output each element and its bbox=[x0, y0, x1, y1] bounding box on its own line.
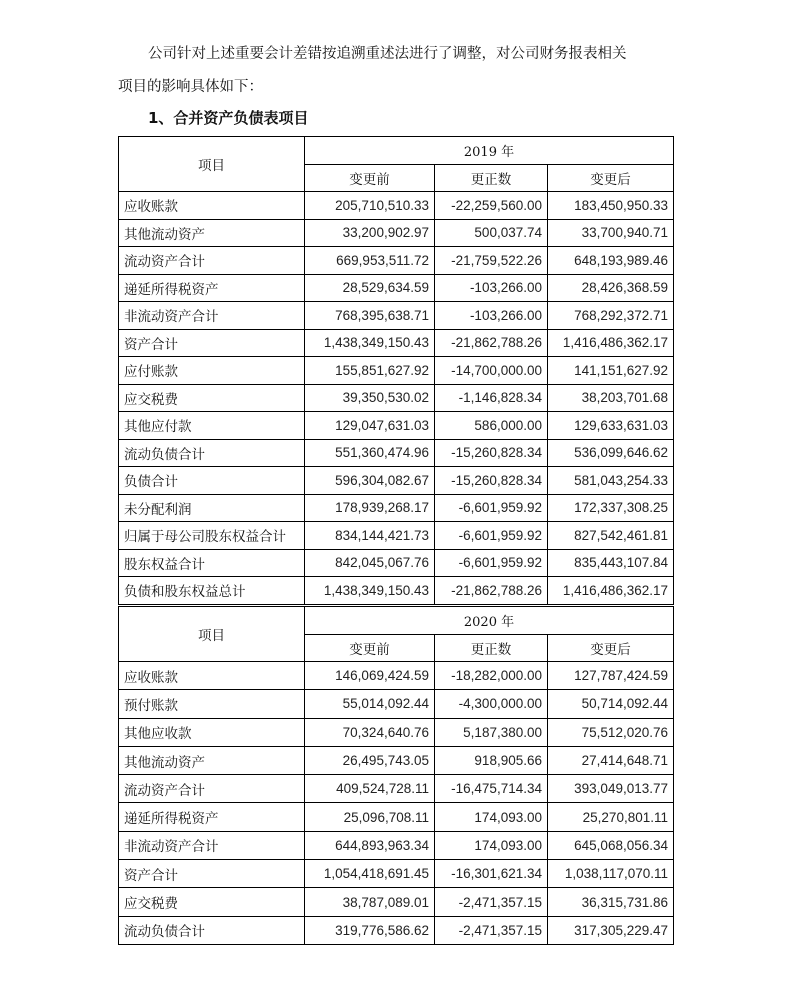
value-cell: -103,266.00 bbox=[435, 302, 548, 330]
table-row bbox=[119, 329, 674, 357]
table-row bbox=[119, 467, 674, 495]
value-cell: -21,862,788.26 bbox=[435, 329, 548, 357]
value-cell: -4,300,000.00 bbox=[435, 690, 548, 718]
table-row bbox=[119, 247, 674, 275]
value-cell: 174,093.00 bbox=[435, 803, 548, 831]
value-cell: 827,542,461.81 bbox=[548, 522, 674, 550]
table-row bbox=[119, 274, 674, 302]
row-label: 递延所得税资产 bbox=[119, 274, 305, 302]
row-label: 归属于母公司股东权益合计 bbox=[119, 522, 305, 550]
value-cell: 1,416,486,362.17 bbox=[548, 329, 674, 357]
value-cell: 50,714,092.44 bbox=[548, 690, 674, 718]
row-label: 预付账款 bbox=[119, 690, 305, 718]
value-cell: 645,068,056.34 bbox=[548, 831, 674, 859]
table-row bbox=[119, 775, 674, 803]
value-cell: 1,416,486,362.17 bbox=[548, 577, 674, 605]
value-cell: -21,862,788.26 bbox=[435, 577, 548, 605]
value-cell: -16,475,714.34 bbox=[435, 775, 548, 803]
value-cell: 55,014,092.44 bbox=[305, 690, 435, 718]
value-cell: 1,054,418,691.45 bbox=[305, 860, 435, 888]
row-label: 流动资产合计 bbox=[119, 775, 305, 803]
row-label: 股东权益合计 bbox=[119, 549, 305, 577]
value-cell: 70,324,640.76 bbox=[305, 718, 435, 746]
value-cell: 1,438,349,150.43 bbox=[305, 577, 435, 605]
value-cell: 183,450,950.33 bbox=[548, 192, 674, 220]
value-cell: 205,710,510.33 bbox=[305, 192, 435, 220]
column-header: 变更后 bbox=[548, 634, 674, 662]
table-row bbox=[119, 860, 674, 888]
table-row bbox=[119, 718, 674, 746]
value-cell: 317,305,229.47 bbox=[548, 916, 674, 944]
table-row bbox=[119, 384, 674, 412]
header-row bbox=[119, 137, 674, 165]
value-cell: -15,260,828.34 bbox=[435, 467, 548, 495]
value-cell: -1,146,828.34 bbox=[435, 384, 548, 412]
table-row bbox=[119, 439, 674, 467]
value-cell: 648,193,989.46 bbox=[548, 247, 674, 275]
value-cell: -15,260,828.34 bbox=[435, 439, 548, 467]
value-cell: 586,000.00 bbox=[435, 412, 548, 440]
table-row bbox=[119, 549, 674, 577]
value-cell: 393,049,013.77 bbox=[548, 775, 674, 803]
value-cell: 409,524,728.11 bbox=[305, 775, 435, 803]
balance-sheet-table-2020 bbox=[118, 606, 674, 945]
value-cell: -21,759,522.26 bbox=[435, 247, 548, 275]
row-label: 负债合计 bbox=[119, 467, 305, 495]
table-row bbox=[119, 888, 674, 916]
value-cell: 842,045,067.76 bbox=[305, 549, 435, 577]
value-cell: -18,282,000.00 bbox=[435, 662, 548, 690]
row-label: 流动负债合计 bbox=[119, 916, 305, 944]
row-label: 应付账款 bbox=[119, 357, 305, 385]
value-cell: 1,038,117,070.11 bbox=[548, 860, 674, 888]
intro-line-2: 项目的影响具体如下： bbox=[118, 79, 263, 95]
value-cell: 146,069,424.59 bbox=[305, 662, 435, 690]
row-label: 应交税费 bbox=[119, 888, 305, 916]
row-label: 应交税费 bbox=[119, 384, 305, 412]
column-header: 更正数 bbox=[435, 164, 548, 192]
intro-paragraph bbox=[118, 38, 678, 104]
value-cell: 28,426,368.59 bbox=[548, 274, 674, 302]
table-row bbox=[119, 831, 674, 859]
value-cell: 26,495,743.05 bbox=[305, 746, 435, 774]
row-label: 非流动资产合计 bbox=[119, 831, 305, 859]
row-label: 负债和股东权益总计 bbox=[119, 577, 305, 605]
table-row bbox=[119, 219, 674, 247]
value-cell: 644,893,963.34 bbox=[305, 831, 435, 859]
value-cell: 129,633,631.03 bbox=[548, 412, 674, 440]
balance-sheet-table-2019 bbox=[118, 136, 674, 605]
value-cell: -22,259,560.00 bbox=[435, 192, 548, 220]
column-header: 变更前 bbox=[305, 634, 435, 662]
value-cell: 25,270,801.11 bbox=[548, 803, 674, 831]
value-cell: -103,266.00 bbox=[435, 274, 548, 302]
year-header: 2019 年 bbox=[305, 137, 674, 165]
table-row bbox=[119, 577, 674, 605]
value-cell: 834,144,421.73 bbox=[305, 522, 435, 550]
value-cell: 5,187,380.00 bbox=[435, 718, 548, 746]
row-label: 其他流动资产 bbox=[119, 746, 305, 774]
value-cell: 28,529,634.59 bbox=[305, 274, 435, 302]
table-row bbox=[119, 916, 674, 944]
intro-line-1: 公司针对上述重要会计差错按追溯重述法进行了调整，对公司财务报表相关 bbox=[148, 46, 627, 62]
value-cell: 500,037.74 bbox=[435, 219, 548, 247]
table-row bbox=[119, 192, 674, 220]
value-cell: 596,304,082.67 bbox=[305, 467, 435, 495]
row-label: 递延所得税资产 bbox=[119, 803, 305, 831]
row-label: 应收账款 bbox=[119, 192, 305, 220]
value-cell: 319,776,586.62 bbox=[305, 916, 435, 944]
value-cell: 127,787,424.59 bbox=[548, 662, 674, 690]
value-cell: 536,099,646.62 bbox=[548, 439, 674, 467]
value-cell: -6,601,959.92 bbox=[435, 494, 548, 522]
column-header: 变更后 bbox=[548, 164, 674, 192]
value-cell: 768,395,638.71 bbox=[305, 302, 435, 330]
table-row bbox=[119, 662, 674, 690]
value-cell: 581,043,254.33 bbox=[548, 467, 674, 495]
row-label: 未分配利润 bbox=[119, 494, 305, 522]
value-cell: 551,360,474.96 bbox=[305, 439, 435, 467]
row-label: 资产合计 bbox=[119, 329, 305, 357]
value-cell: 918,905.66 bbox=[435, 746, 548, 774]
value-cell: 33,200,902.97 bbox=[305, 219, 435, 247]
table-row bbox=[119, 522, 674, 550]
row-label: 流动资产合计 bbox=[119, 247, 305, 275]
value-cell: 1,438,349,150.43 bbox=[305, 329, 435, 357]
item-header: 项目 bbox=[119, 137, 305, 192]
table-row bbox=[119, 302, 674, 330]
item-header: 项目 bbox=[119, 607, 305, 662]
value-cell: -6,601,959.92 bbox=[435, 549, 548, 577]
row-label: 应收账款 bbox=[119, 662, 305, 690]
value-cell: -2,471,357.15 bbox=[435, 888, 548, 916]
value-cell: 768,292,372.71 bbox=[548, 302, 674, 330]
value-cell: 835,443,107.84 bbox=[548, 549, 674, 577]
header-row bbox=[119, 607, 674, 635]
row-label: 其他应收款 bbox=[119, 718, 305, 746]
value-cell: 178,939,268.17 bbox=[305, 494, 435, 522]
table-row bbox=[119, 494, 674, 522]
value-cell: 39,350,530.02 bbox=[305, 384, 435, 412]
value-cell: 669,953,511.72 bbox=[305, 247, 435, 275]
value-cell: 27,414,648.71 bbox=[548, 746, 674, 774]
value-cell: -6,601,959.92 bbox=[435, 522, 548, 550]
year-header: 2020 年 bbox=[305, 607, 674, 635]
row-label: 其他流动资产 bbox=[119, 219, 305, 247]
column-header: 更正数 bbox=[435, 634, 548, 662]
row-label: 资产合计 bbox=[119, 860, 305, 888]
value-cell: 75,512,020.76 bbox=[548, 718, 674, 746]
value-cell: 172,337,308.25 bbox=[548, 494, 674, 522]
value-cell: 174,093.00 bbox=[435, 831, 548, 859]
row-label: 流动负债合计 bbox=[119, 439, 305, 467]
row-label: 非流动资产合计 bbox=[119, 302, 305, 330]
value-cell: 141,151,627.92 bbox=[548, 357, 674, 385]
value-cell: 25,096,708.11 bbox=[305, 803, 435, 831]
column-header: 变更前 bbox=[305, 164, 435, 192]
value-cell: 38,203,701.68 bbox=[548, 384, 674, 412]
value-cell: 129,047,631.03 bbox=[305, 412, 435, 440]
table-row bbox=[119, 357, 674, 385]
value-cell: 36,315,731.86 bbox=[548, 888, 674, 916]
table-row bbox=[119, 412, 674, 440]
row-label: 其他应付款 bbox=[119, 412, 305, 440]
value-cell: 38,787,089.01 bbox=[305, 888, 435, 916]
value-cell: -2,471,357.15 bbox=[435, 916, 548, 944]
table-row bbox=[119, 746, 674, 774]
section-title: 1、合并资产负债表项目 bbox=[148, 109, 309, 127]
value-cell: -16,301,621.34 bbox=[435, 860, 548, 888]
value-cell: 155,851,627.92 bbox=[305, 357, 435, 385]
table-row bbox=[119, 803, 674, 831]
value-cell: -14,700,000.00 bbox=[435, 357, 548, 385]
value-cell: 33,700,940.71 bbox=[548, 219, 674, 247]
table-row bbox=[119, 690, 674, 718]
